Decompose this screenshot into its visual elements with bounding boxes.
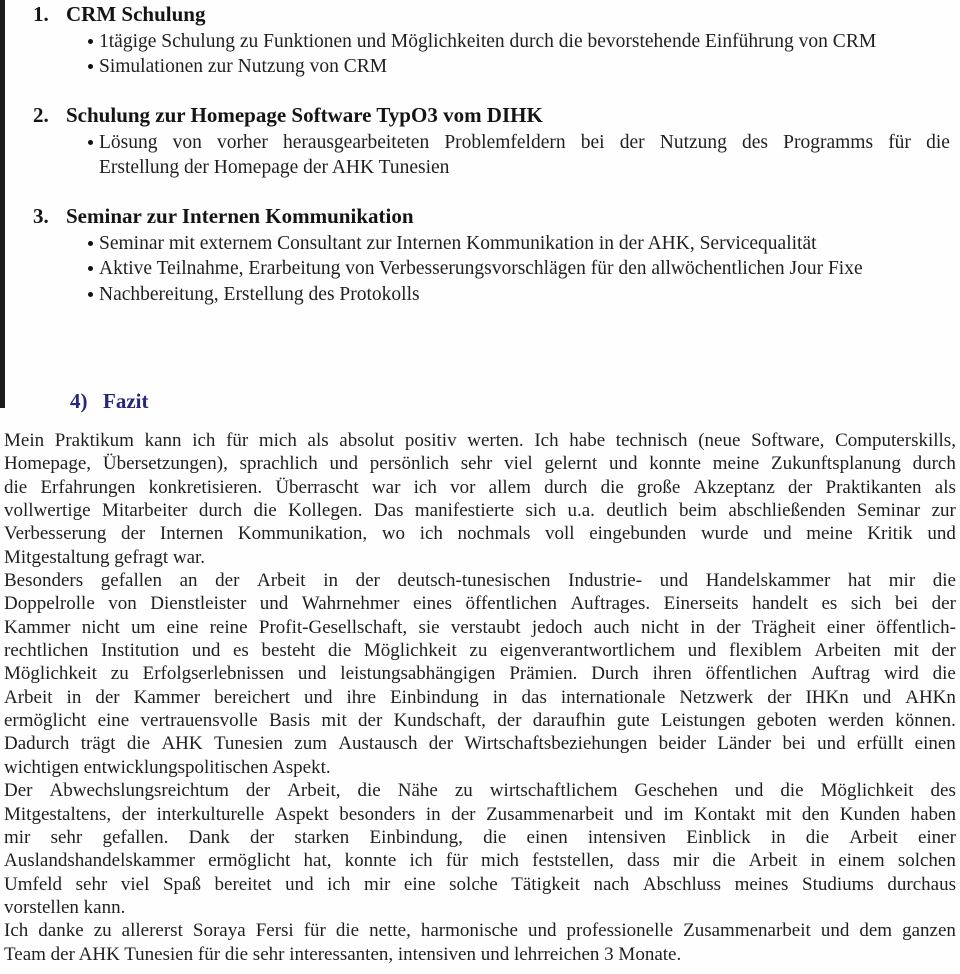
scan-edge-artifact	[0, 0, 5, 408]
section-heading	[33, 204, 950, 229]
text-line: Aktive Teilnahme, Erarbeitung von Verbesserungsvorschlägen für den allwöchentlichen Jour Fixe	[99, 258, 863, 280]
text-line: Team der AHK Tunesien für die sehr interessanten, intensiven und lehrreichen 3 Monate.	[4, 943, 682, 965]
bullet-item	[33, 231, 950, 256]
text-line: mir sehr gefallen. Dank der starken Einbindung, die einen intensiven Einblick in die Arbeit einer	[4, 826, 956, 848]
text-line: Auslandshandelskammer ermöglicht hat, konnte ich für mich feststellen, dass mir die Arbeit in einem solchen	[4, 850, 956, 872]
text-line: Homepage, Übersetzungen), sprachlich und persönlich sehr viel gelernt und konnte meine Zukunftsplanung durch	[4, 453, 956, 475]
bullet-icon	[88, 140, 93, 145]
fazit-heading	[70, 389, 148, 414]
bullet-icon	[88, 64, 93, 69]
text-line: vorstellen kann.	[4, 896, 126, 918]
text-line: Seminar mit externem Consultant zur Internen Kommunikation in der AHK, Servicequalität	[99, 233, 817, 254]
section-number: 1.	[33, 2, 49, 26]
text-line: wichtigen entwicklungspolitischen Aspekt.	[4, 756, 331, 778]
section-heading	[33, 2, 950, 27]
bullet-list	[33, 29, 950, 80]
text-line: ermöglicht eine vertrauensvolle Basis mit der Kundschaft, der daraufhin gute Leistungen geboten werden können.	[4, 710, 956, 732]
bullet-list	[33, 231, 950, 307]
text-line: Lösung von vorher herausgearbeiteten Problemfeldern bei der Nutzung des Programms für die	[99, 132, 950, 153]
section-title: CRM Schulung	[66, 2, 206, 26]
numbered-section	[33, 2, 950, 80]
section-heading	[33, 103, 950, 128]
bullet-item	[33, 29, 950, 54]
text-line: Umfeld sehr viel Spaß bereitet und ich mir eine solche Tätigkeit nach Abschluss meines Studiums durchaus	[4, 873, 956, 895]
bullet-icon	[88, 266, 93, 271]
text-line: Der Abwechslungsreichtum der Arbeit, die Nähe zu wirtschaftlichem Geschehen und die Möglichkeit des	[4, 780, 956, 802]
text-line: Besonders gefallen an der Arbeit in der deutsch-tunesischen Industrie- und Handelskammer hat mir die	[4, 570, 956, 592]
body-text	[4, 429, 956, 966]
text-line: die Erfahrungen konkretisieren. Überrascht war ich vor allem durch die große Akzeptanz der Praktikanten als	[4, 476, 956, 498]
text-line: Mein Praktikum kann ich für mich als absolut positiv werten. Ich habe technisch (neue Software, Computerskills,	[4, 430, 956, 451]
text-line: Mitgestaltung gefragt war.	[4, 546, 206, 568]
bullet-item	[33, 256, 950, 281]
text-line: Dadurch trägt die AHK Tunesien zum Austausch der Wirtschaftsbeziehungen beider Länder bei und erfüllt einen	[4, 733, 956, 755]
numbered-section	[33, 204, 950, 307]
text-line: Kammer nicht um eine reine Profit-Gesellschaft, sie verstaubt jedoch auch nicht in der Trägheit einer öffentlich-	[4, 616, 956, 638]
fazit-number: 4)	[70, 389, 88, 413]
text-line: vollwertige Mitarbeiter durch die Kollegen. Das manifestierte sich u.a. deutlich beim abschließenden Seminar zur	[4, 500, 956, 522]
section-title: Schulung zur Homepage Software TypO3 vom DIHK	[66, 103, 543, 127]
text-line: rechtlichen Institution und es besteht die Möglichkeit zu eigenverantwortlichem und flexiblem Arbeiten mit der	[4, 640, 956, 662]
bullet-item	[33, 130, 950, 181]
text-line: Ich danke zu allererst Soraya Fersi für die nette, harmonische und professionelle Zusammenarbeit und dem ganzen	[4, 920, 956, 942]
text-line: Arbeit in der Kammer bereichert und ihre Einbindung in das internationale Netzwerk der IHKn und AHKn	[4, 686, 956, 708]
bullet-list	[33, 130, 950, 181]
text-line: 1tägige Schulung zu Funktionen und Möglichkeiten durch die bevorstehende Einführung von CRM	[99, 31, 877, 52]
text-line: Nachbereitung, Erstellung des Protokolls	[99, 283, 420, 305]
text-line: Mitgestaltens, der interkulturelle Aspekt besonders in der Zusammenarbeit und im Kontakt mit den Kunden haben	[4, 803, 956, 825]
fazit-title: Fazit	[103, 389, 149, 413]
section-number: 2.	[33, 103, 49, 127]
bullet-icon	[88, 39, 93, 44]
bullet-icon	[88, 241, 93, 246]
text-line: Erstellung der Homepage der AHK Tunesien	[99, 157, 450, 179]
bullet-item	[33, 282, 950, 307]
bullet-item	[33, 54, 950, 79]
section-number: 3.	[33, 204, 49, 228]
numbered-section	[33, 103, 950, 181]
text-line: Verbesserung der Internen Kommunikation, wo ich nochmals voll eingebunden wurde und meine Kritik und	[4, 523, 956, 545]
text-line: Simulationen zur Nutzung von CRM	[99, 56, 388, 78]
bullet-icon	[88, 292, 93, 297]
text-line: Doppelrolle von Dienstleister und Wahrnehmer eines öffentlichen Auftrages. Einerseits handelt es sich bei der	[4, 593, 956, 615]
section-title: Seminar zur Internen Kommunikation	[66, 204, 414, 228]
text-line: Möglichkeit zu Erfolgserlebnissen und leistungsabhängigen Prämien. Durch ihren öffentlichen Auftrag wird die	[4, 663, 956, 685]
